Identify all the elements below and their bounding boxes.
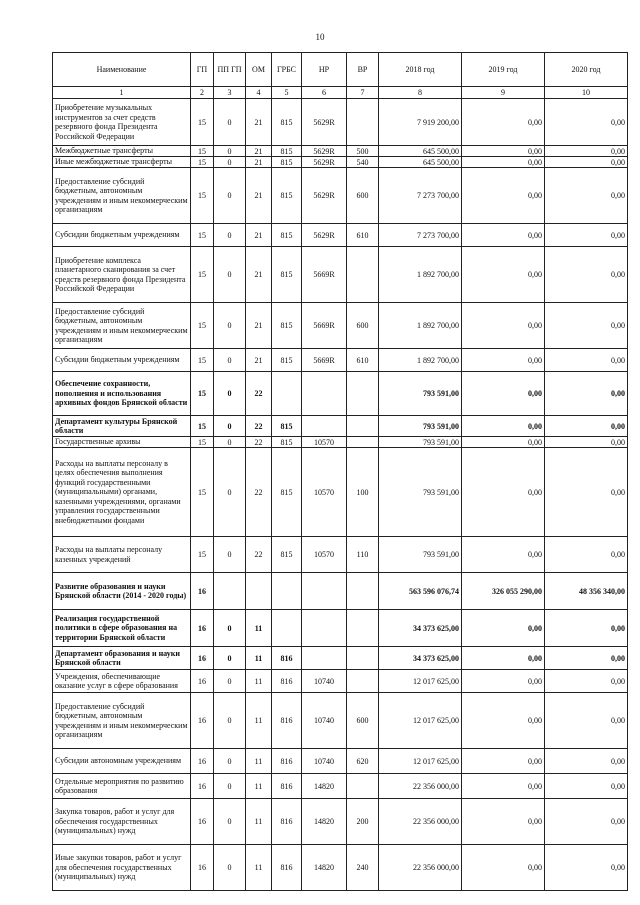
table-row — [53, 157, 628, 168]
cell-nr: 10570 — [302, 448, 347, 537]
cell-2020: 0,00 — [545, 224, 628, 247]
cell-grbs: 816 — [272, 774, 302, 799]
cell-nr: 5629R — [302, 146, 347, 157]
cell-name: Реализация государственной политики в сфере образования на территории Брянской области — [53, 610, 191, 647]
cell-nr: 10570 — [302, 537, 347, 573]
cell-2018: 793 591,00 — [379, 437, 462, 448]
cell-2018: 1 892 700,00 — [379, 247, 462, 303]
cell-2020: 0,00 — [545, 303, 628, 349]
col-index: 6 — [302, 87, 347, 99]
column-index-row — [53, 87, 628, 99]
cell-nr: 5629R — [302, 168, 347, 224]
cell-2018: 22 356 000,00 — [379, 845, 462, 891]
col-header-2020: 2020 год — [545, 53, 628, 87]
cell-2019: 0,00 — [462, 349, 545, 372]
cell-grbs: 816 — [272, 749, 302, 774]
cell-gp: 16 — [191, 845, 214, 891]
cell-gp: 16 — [191, 647, 214, 670]
table-row — [53, 168, 628, 224]
cell-om — [246, 573, 272, 610]
cell-vr — [347, 99, 379, 146]
cell-2018: 645 500,00 — [379, 157, 462, 168]
cell-om: 11 — [246, 647, 272, 670]
cell-grbs: 815 — [272, 247, 302, 303]
cell-name: Департамент образования и науки Брянской области — [53, 647, 191, 670]
page-number: 10 — [315, 32, 325, 42]
cell-2018: 7 273 700,00 — [379, 224, 462, 247]
cell-om: 11 — [246, 845, 272, 891]
cell-nr: 5669R — [302, 247, 347, 303]
cell-name: Приобретение музыкальных инструментов за счет средств резервного фонда Президента Российской Федерации — [53, 99, 191, 146]
cell-2019: 0,00 — [462, 416, 545, 437]
col-index: 10 — [545, 87, 628, 99]
cell-gp: 15 — [191, 437, 214, 448]
cell-2020: 0,00 — [545, 372, 628, 416]
cell-gp: 16 — [191, 573, 214, 610]
cell-om: 21 — [246, 349, 272, 372]
cell-2018: 7 919 200,00 — [379, 99, 462, 146]
cell-ppgp: 0 — [214, 670, 246, 693]
cell-vr — [347, 610, 379, 647]
cell-2019: 0,00 — [462, 168, 545, 224]
cell-2020: 0,00 — [545, 647, 628, 670]
cell-nr: 5629R — [302, 157, 347, 168]
cell-om: 22 — [246, 372, 272, 416]
cell-vr: 540 — [347, 157, 379, 168]
col-index: 1 — [53, 87, 191, 99]
cell-gp: 15 — [191, 416, 214, 437]
cell-vr — [347, 774, 379, 799]
cell-2018: 34 373 625,00 — [379, 647, 462, 670]
cell-ppgp: 0 — [214, 799, 246, 845]
table-row — [53, 247, 628, 303]
cell-om: 11 — [246, 799, 272, 845]
cell-ppgp: 0 — [214, 448, 246, 537]
cell-2018: 34 373 625,00 — [379, 610, 462, 647]
cell-2018: 7 273 700,00 — [379, 168, 462, 224]
cell-ppgp: 0 — [214, 437, 246, 448]
cell-2020: 0,00 — [545, 799, 628, 845]
cell-gp: 15 — [191, 372, 214, 416]
cell-gp: 15 — [191, 157, 214, 168]
cell-name: Предоставление субсидий бюджетным, автономным учреждениям и иным некоммерческим организациям — [53, 303, 191, 349]
cell-2018: 22 356 000,00 — [379, 774, 462, 799]
cell-grbs: 815 — [272, 416, 302, 437]
cell-om: 11 — [246, 670, 272, 693]
cell-grbs — [272, 610, 302, 647]
cell-2019: 0,00 — [462, 647, 545, 670]
table-body — [53, 99, 628, 891]
col-header-gp: ГП — [191, 53, 214, 87]
cell-gp: 15 — [191, 448, 214, 537]
table-row — [53, 448, 628, 537]
cell-nr — [302, 416, 347, 437]
col-header-grbs: ГРБС — [272, 53, 302, 87]
cell-vr: 600 — [347, 303, 379, 349]
cell-om: 22 — [246, 416, 272, 437]
cell-om: 21 — [246, 303, 272, 349]
cell-grbs — [272, 372, 302, 416]
cell-grbs: 815 — [272, 349, 302, 372]
cell-ppgp: 0 — [214, 157, 246, 168]
cell-gp: 15 — [191, 146, 214, 157]
table-row — [53, 416, 628, 437]
col-index: 7 — [347, 87, 379, 99]
cell-gp: 15 — [191, 224, 214, 247]
cell-name: Учреждения, обеспечивающие оказание услуг в сфере образования — [53, 670, 191, 693]
cell-name: Департамент культуры Брянской области — [53, 416, 191, 437]
col-index: 2 — [191, 87, 214, 99]
cell-2018: 12 017 625,00 — [379, 749, 462, 774]
table-row — [53, 224, 628, 247]
cell-2020: 0,00 — [545, 693, 628, 749]
cell-vr — [347, 437, 379, 448]
cell-nr — [302, 610, 347, 647]
cell-2019: 0,00 — [462, 437, 545, 448]
cell-2018: 793 591,00 — [379, 448, 462, 537]
cell-nr: 5669R — [302, 349, 347, 372]
cell-2019: 0,00 — [462, 670, 545, 693]
cell-vr — [347, 670, 379, 693]
cell-2018: 793 591,00 — [379, 416, 462, 437]
cell-name: Развитие образования и науки Брянской области (2014 - 2020 годы) — [53, 573, 191, 610]
cell-name: Субсидии бюджетным учреждениям — [53, 224, 191, 247]
cell-ppgp: 0 — [214, 146, 246, 157]
cell-vr: 100 — [347, 448, 379, 537]
cell-gp: 15 — [191, 168, 214, 224]
cell-name: Предоставление субсидий бюджетным, автономным учреждениям и иным некоммерческим организациям — [53, 693, 191, 749]
table-row — [53, 372, 628, 416]
cell-2019: 0,00 — [462, 224, 545, 247]
cell-2018: 793 591,00 — [379, 537, 462, 573]
cell-nr: 5629R — [302, 99, 347, 146]
cell-nr: 10740 — [302, 749, 347, 774]
cell-grbs: 816 — [272, 845, 302, 891]
table-row — [53, 670, 628, 693]
cell-2020: 0,00 — [545, 99, 628, 146]
cell-2020: 0,00 — [545, 610, 628, 647]
table-row — [53, 146, 628, 157]
table-row — [53, 99, 628, 146]
cell-om: 11 — [246, 693, 272, 749]
cell-name: Межбюджетные трансферты — [53, 146, 191, 157]
cell-om: 21 — [246, 168, 272, 224]
cell-gp: 15 — [191, 99, 214, 146]
cell-grbs: 816 — [272, 693, 302, 749]
cell-ppgp: 0 — [214, 610, 246, 647]
cell-ppgp: 0 — [214, 774, 246, 799]
cell-vr: 610 — [347, 349, 379, 372]
cell-2020: 48 356 340,00 — [545, 573, 628, 610]
cell-grbs: 815 — [272, 537, 302, 573]
cell-ppgp: 0 — [214, 372, 246, 416]
cell-nr: 10570 — [302, 437, 347, 448]
cell-nr: 10740 — [302, 670, 347, 693]
cell-nr: 14820 — [302, 799, 347, 845]
col-header-vr: ВР — [347, 53, 379, 87]
cell-gp: 16 — [191, 774, 214, 799]
cell-nr — [302, 573, 347, 610]
cell-2018: 12 017 625,00 — [379, 670, 462, 693]
cell-2020: 0,00 — [545, 349, 628, 372]
col-header-2018: 2018 год — [379, 53, 462, 87]
budget-table — [52, 52, 628, 891]
cell-2020: 0,00 — [545, 146, 628, 157]
cell-ppgp: 0 — [214, 749, 246, 774]
cell-nr: 14820 — [302, 845, 347, 891]
table-row — [53, 647, 628, 670]
table-row — [53, 610, 628, 647]
cell-om: 21 — [246, 146, 272, 157]
cell-2019: 0,00 — [462, 146, 545, 157]
cell-vr — [347, 372, 379, 416]
cell-2020: 0,00 — [545, 437, 628, 448]
cell-2018: 645 500,00 — [379, 146, 462, 157]
cell-grbs: 815 — [272, 224, 302, 247]
cell-grbs: 816 — [272, 647, 302, 670]
cell-ppgp: 0 — [214, 416, 246, 437]
cell-ppgp: 0 — [214, 247, 246, 303]
cell-2020: 0,00 — [545, 157, 628, 168]
cell-nr: 14820 — [302, 774, 347, 799]
cell-vr — [347, 416, 379, 437]
cell-vr: 600 — [347, 693, 379, 749]
col-header-name: Наименование — [53, 53, 191, 87]
cell-vr: 610 — [347, 224, 379, 247]
cell-2019: 0,00 — [462, 99, 545, 146]
cell-name: Субсидии бюджетным учреждениям — [53, 349, 191, 372]
table-row — [53, 437, 628, 448]
cell-2019: 0,00 — [462, 537, 545, 573]
cell-2018: 12 017 625,00 — [379, 693, 462, 749]
cell-name: Отдельные мероприятия по развитию образования — [53, 774, 191, 799]
cell-gp: 16 — [191, 749, 214, 774]
cell-ppgp: 0 — [214, 537, 246, 573]
cell-gp: 15 — [191, 349, 214, 372]
cell-name: Предоставление субсидий бюджетным, автономным учреждениям и иным некоммерческим организациям — [53, 168, 191, 224]
cell-gp: 15 — [191, 537, 214, 573]
table-row — [53, 303, 628, 349]
cell-ppgp: 0 — [214, 224, 246, 247]
cell-2019: 0,00 — [462, 610, 545, 647]
cell-om: 22 — [246, 448, 272, 537]
cell-name: Расходы на выплаты персоналу казенных учреждений — [53, 537, 191, 573]
cell-2018: 1 892 700,00 — [379, 349, 462, 372]
cell-2020: 0,00 — [545, 845, 628, 891]
cell-2018: 1 892 700,00 — [379, 303, 462, 349]
cell-2019: 0,00 — [462, 693, 545, 749]
table-row — [53, 799, 628, 845]
cell-ppgp: 0 — [214, 303, 246, 349]
cell-2019: 0,00 — [462, 774, 545, 799]
cell-2020: 0,00 — [545, 670, 628, 693]
cell-2019: 326 055 290,00 — [462, 573, 545, 610]
cell-nr — [302, 647, 347, 670]
table-row — [53, 573, 628, 610]
cell-grbs: 815 — [272, 146, 302, 157]
cell-vr: 110 — [347, 537, 379, 573]
cell-name: Субсидии автономным учреждениям — [53, 749, 191, 774]
col-index: 8 — [379, 87, 462, 99]
table-row — [53, 749, 628, 774]
cell-nr — [302, 372, 347, 416]
cell-nr: 10740 — [302, 693, 347, 749]
cell-2020: 0,00 — [545, 416, 628, 437]
cell-vr — [347, 647, 379, 670]
col-index: 3 — [214, 87, 246, 99]
cell-grbs: 815 — [272, 448, 302, 537]
cell-ppgp: 0 — [214, 349, 246, 372]
cell-vr: 600 — [347, 168, 379, 224]
cell-om: 22 — [246, 437, 272, 448]
cell-vr: 240 — [347, 845, 379, 891]
table-row — [53, 774, 628, 799]
cell-2019: 0,00 — [462, 799, 545, 845]
table-row — [53, 693, 628, 749]
col-header-2019: 2019 год — [462, 53, 545, 87]
cell-ppgp: 0 — [214, 168, 246, 224]
cell-2020: 0,00 — [545, 537, 628, 573]
cell-2019: 0,00 — [462, 845, 545, 891]
cell-ppgp: 0 — [214, 647, 246, 670]
cell-ppgp: 0 — [214, 693, 246, 749]
cell-om: 21 — [246, 99, 272, 146]
cell-gp: 16 — [191, 610, 214, 647]
col-header-om: ОМ — [246, 53, 272, 87]
cell-grbs: 815 — [272, 157, 302, 168]
cell-grbs: 815 — [272, 168, 302, 224]
header-row — [53, 53, 628, 87]
col-header-ppgp: ПП ГП — [214, 53, 246, 87]
cell-2019: 0,00 — [462, 448, 545, 537]
cell-vr: 500 — [347, 146, 379, 157]
cell-om: 22 — [246, 537, 272, 573]
cell-nr: 5629R — [302, 224, 347, 247]
cell-nr: 5669R — [302, 303, 347, 349]
cell-2020: 0,00 — [545, 247, 628, 303]
cell-vr: 200 — [347, 799, 379, 845]
cell-vr — [347, 247, 379, 303]
cell-name: Закупка товаров, работ и услуг для обеспечения государственных (муниципальных) нужд — [53, 799, 191, 845]
cell-grbs: 816 — [272, 670, 302, 693]
cell-ppgp: 0 — [214, 99, 246, 146]
cell-name: Приобретение комплекса планетарного сканирования за счет средств резервного фонда Президента Российской Федерации — [53, 247, 191, 303]
cell-gp: 16 — [191, 799, 214, 845]
cell-gp: 16 — [191, 693, 214, 749]
cell-2019: 0,00 — [462, 749, 545, 774]
col-index: 5 — [272, 87, 302, 99]
cell-2019: 0,00 — [462, 303, 545, 349]
cell-name: Иные закупки товаров, работ и услуг для обеспечения государственных (муниципальных) нужд — [53, 845, 191, 891]
cell-grbs: 815 — [272, 99, 302, 146]
cell-om: 21 — [246, 224, 272, 247]
cell-om: 11 — [246, 610, 272, 647]
cell-2018: 563 596 076,74 — [379, 573, 462, 610]
cell-2019: 0,00 — [462, 372, 545, 416]
cell-grbs — [272, 573, 302, 610]
cell-2020: 0,00 — [545, 774, 628, 799]
cell-gp: 15 — [191, 247, 214, 303]
cell-gp: 15 — [191, 303, 214, 349]
cell-name: Обеспечение сохранности, пополнения и использования архивных фондов Брянской области — [53, 372, 191, 416]
table-row — [53, 845, 628, 891]
cell-gp: 16 — [191, 670, 214, 693]
cell-name: Расходы на выплаты персоналу в целях обеспечения выполнения функций государственными (муниципальными) органами, казенными учреждениями, органами управления государственными внебюджетными фондами — [53, 448, 191, 537]
cell-grbs: 815 — [272, 437, 302, 448]
cell-2019: 0,00 — [462, 157, 545, 168]
cell-om: 11 — [246, 774, 272, 799]
cell-vr: 620 — [347, 749, 379, 774]
cell-vr — [347, 573, 379, 610]
cell-name: Иные межбюджетные трансферты — [53, 157, 191, 168]
table-row — [53, 537, 628, 573]
cell-2019: 0,00 — [462, 247, 545, 303]
cell-grbs: 815 — [272, 303, 302, 349]
col-header-nr: НР — [302, 53, 347, 87]
cell-2018: 22 356 000,00 — [379, 799, 462, 845]
table-row — [53, 349, 628, 372]
cell-name: Государственные архивы — [53, 437, 191, 448]
cell-om: 21 — [246, 247, 272, 303]
cell-ppgp: 0 — [214, 845, 246, 891]
cell-2020: 0,00 — [545, 448, 628, 537]
cell-ppgp — [214, 573, 246, 610]
col-index: 9 — [462, 87, 545, 99]
cell-om: 21 — [246, 157, 272, 168]
cell-2020: 0,00 — [545, 168, 628, 224]
cell-om: 11 — [246, 749, 272, 774]
col-index: 4 — [246, 87, 272, 99]
cell-grbs: 816 — [272, 799, 302, 845]
cell-2018: 793 591,00 — [379, 372, 462, 416]
cell-2020: 0,00 — [545, 749, 628, 774]
